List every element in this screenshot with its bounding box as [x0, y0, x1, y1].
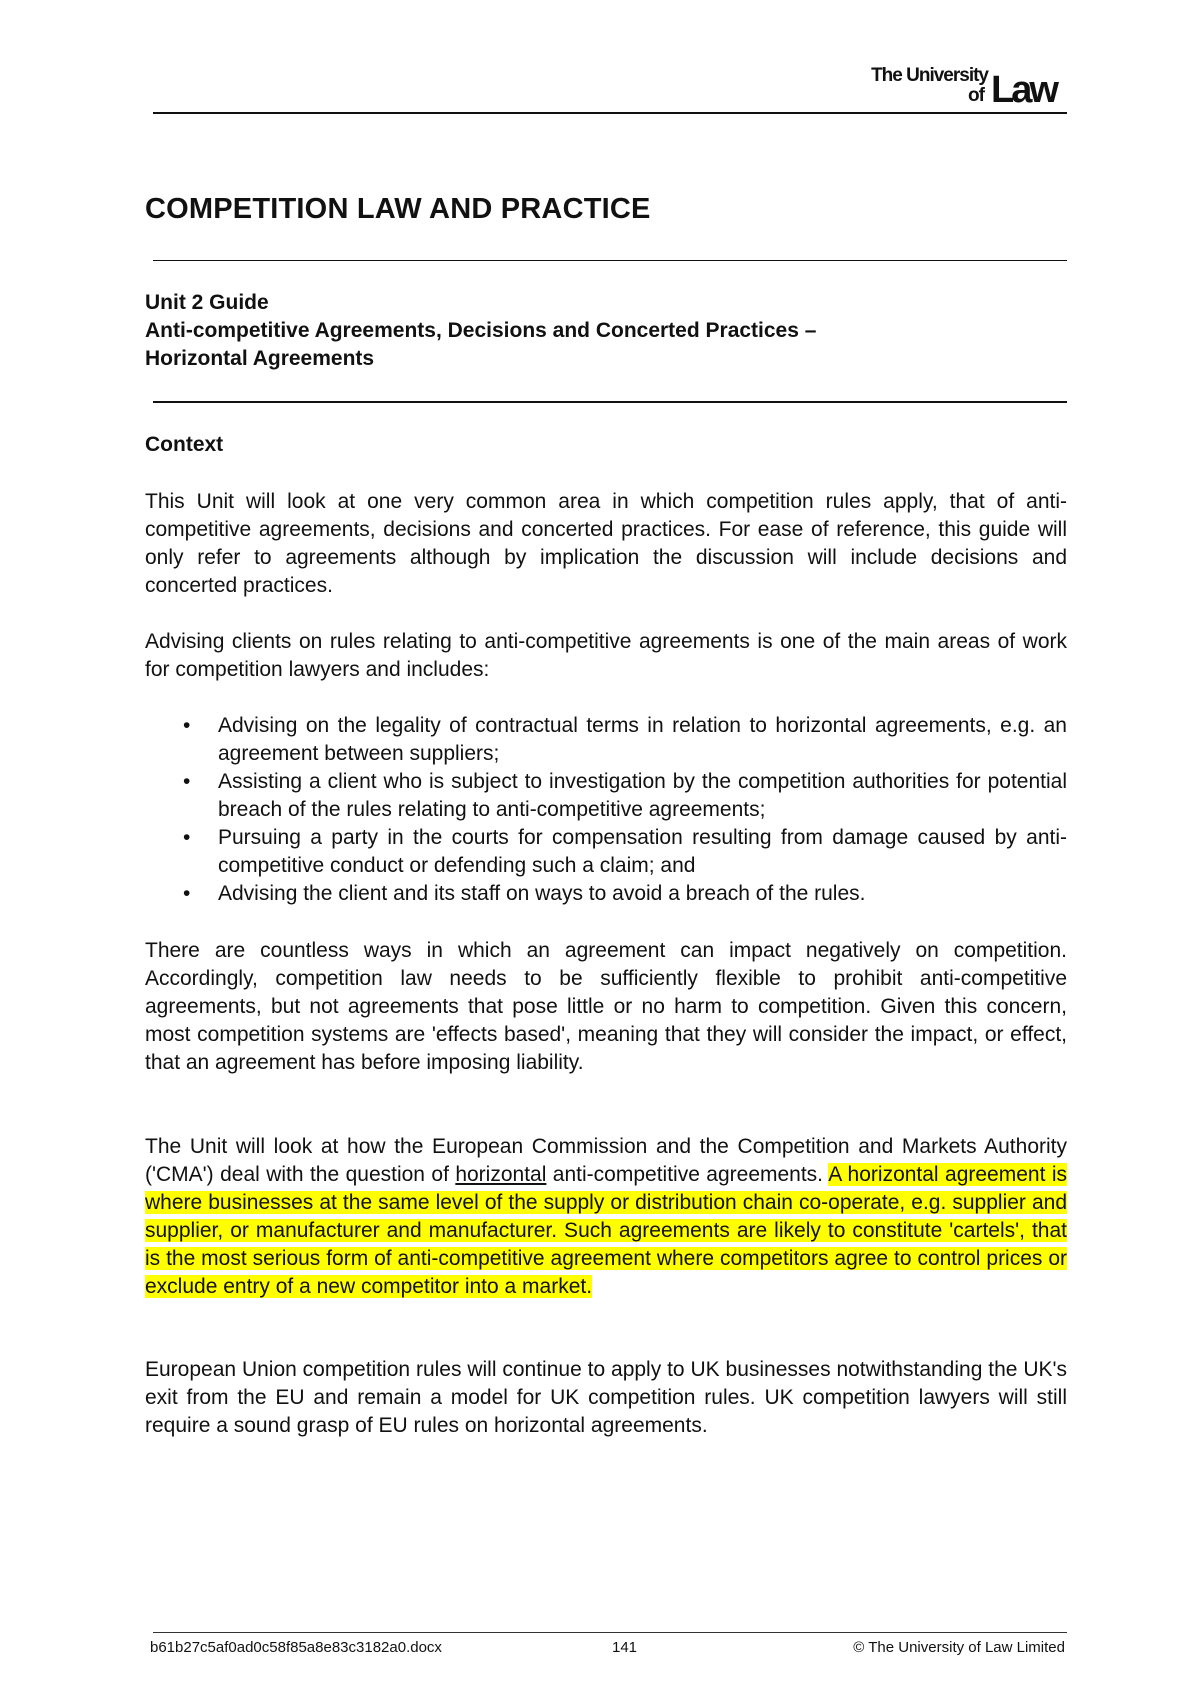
footer-copyright: © The University of Law Limited — [853, 1639, 1065, 1656]
bullet-icon: • — [183, 714, 191, 737]
highlighted-text: A horizontal agreement is where businesses at the same level of the supply or distribution chain co-operate, e.g. supplier and supplier, or manufacturer and manufacturer. Such agreements are likely to constitute 'cartels', that is the most serious form of anti-competitive agreement where competitors agree to control prices or exclude entry of a new competitor into a market. — [145, 1163, 1067, 1298]
university-logo — [858, 65, 1068, 109]
list-item-text: Assisting a client who is subject to investigation by the competition authorities for potential breach of the rules relating to anti-competitive agreements; — [218, 770, 1067, 821]
paragraph-text: anti-competitive agreements. — [546, 1163, 829, 1186]
unit-divider — [153, 401, 1067, 403]
list-item — [145, 824, 1067, 880]
list-item — [145, 712, 1067, 768]
paragraph-intro: This Unit will look at one very common area in which competition rules apply, that of anti-competitive agreements, decisions and concerted practices. For ease of reference, this guide will only refer to agreements although by implication the discussion will include decisions and concerted practices. — [145, 490, 1067, 597]
list-item-text: Advising the client and its staff on ways to avoid a breach of the rules. — [218, 882, 866, 905]
paragraph-effects: There are countless ways in which an agreement can impact negatively on competition. Accordingly, competition law needs to be sufficiently flexible to prohibit anti-competitive agreements, but not agreements that pose little or no harm to competition. Given this concern, most competition systems are 'effects based', meaning that they will consider the impact, or effect, that an agreement has before imposing liability. — [145, 939, 1067, 1074]
footer-page-number: 141 — [612, 1639, 638, 1656]
document-title: COMPETITION LAW AND PRACTICE — [145, 193, 651, 225]
bullet-icon: • — [183, 770, 191, 793]
paragraph-horizontal — [145, 1133, 1067, 1301]
list-item-text: Advising on the legality of contractual terms in relation to horizontal agreements, e.g. an agreement between suppliers; — [218, 714, 1067, 765]
header-divider — [153, 112, 1067, 114]
bullet-icon: • — [183, 826, 191, 849]
footer-filename: b61b27c5af0ad0c58f85a8e83c3182a0.docx — [150, 1639, 442, 1656]
list-item-text: Pursuing a party in the courts for compensation resulting from damage caused by anti-competitive conduct or defending such a claim; and — [218, 826, 1067, 877]
paragraph-text: The Unit will look at how the European Commission and the Competition and Markets Authority ('CMA') deal with the question of — [145, 1135, 1067, 1186]
paragraph-eu-rules: European Union competition rules will continue to apply to UK businesses notwithstanding the UK's exit from the EU and remain a model for UK competition rules. UK competition lawyers will still require a sound grasp of EU rules on horizontal agreements. — [145, 1358, 1067, 1437]
list-item — [145, 768, 1067, 824]
unit-number: Unit 2 Guide — [145, 291, 269, 314]
list-item — [145, 880, 1067, 908]
unit-subtitle-cont: Horizontal Agreements — [145, 347, 375, 370]
title-divider — [153, 260, 1067, 261]
logo-law: Law — [991, 69, 1056, 111]
unit-heading — [145, 289, 816, 373]
logo-of: of — [968, 85, 984, 106]
section-heading-context: Context — [145, 433, 224, 456]
bullet-list — [145, 712, 1067, 908]
paragraph-advising: Advising clients on rules relating to anti-competitive agreements is one of the main areas of work for competition lawyers and includes: — [145, 630, 1067, 681]
footer-divider — [153, 1632, 1067, 1633]
underlined-term: horizontal — [455, 1163, 547, 1186]
unit-subtitle: Anti-competitive Agreements, Decisions and Concerted Practices – — [145, 319, 817, 342]
bullet-icon: • — [183, 882, 191, 905]
logo-line1: The University — [871, 65, 988, 86]
